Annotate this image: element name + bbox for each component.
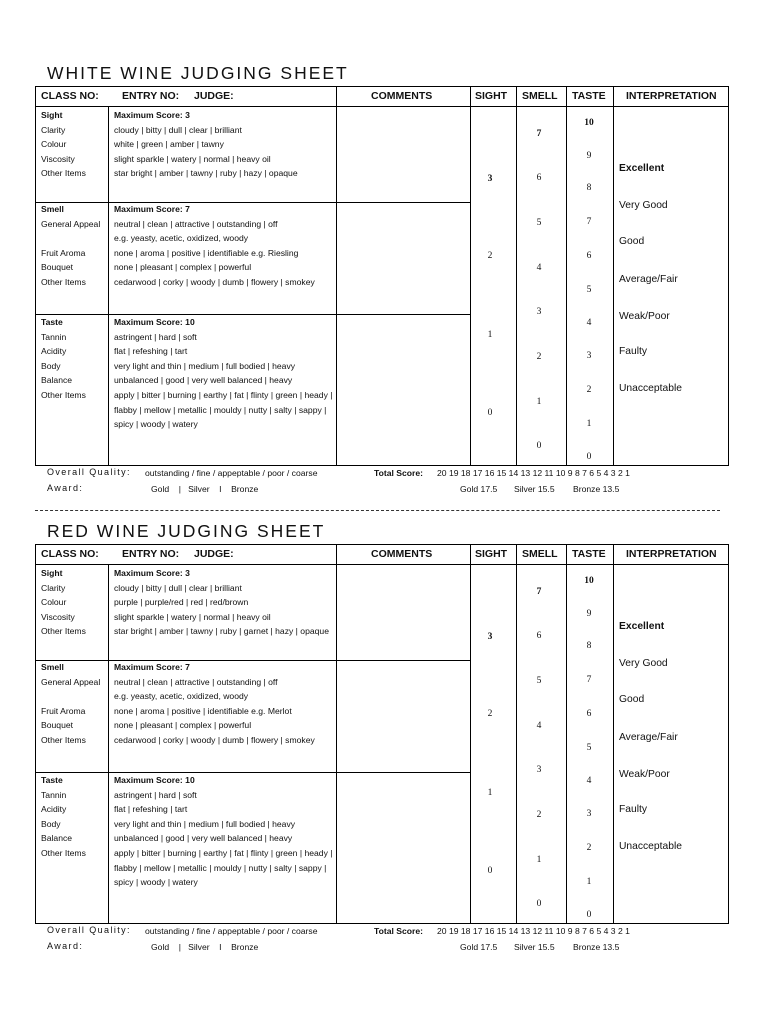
row-value: spicy | woody | watery bbox=[114, 877, 198, 888]
taste-labels bbox=[41, 773, 107, 861]
interpretation-item: Excellent bbox=[619, 621, 665, 632]
award-values: Gold | Silver I Bronze bbox=[151, 942, 259, 952]
sight-max-score: Maximum Score: 3 bbox=[114, 568, 190, 578]
taste-score: 9 bbox=[586, 151, 592, 161]
row-label: Other Items bbox=[41, 847, 86, 858]
row-label: Colour bbox=[41, 597, 67, 608]
row-label: Body bbox=[41, 360, 61, 371]
row-value: neutral | clean | attractive | outstanding | off bbox=[114, 676, 278, 687]
row-value: e.g. yeasty, acetic, oxidized, woody bbox=[114, 233, 249, 244]
divider bbox=[336, 87, 337, 465]
gold-threshold: Gold 17.5 bbox=[460, 484, 498, 494]
taste-score: 4 bbox=[586, 318, 592, 328]
row-value: cedarwood | corky | woody | dumb | flowery | smokey bbox=[114, 276, 315, 287]
taste-score: 8 bbox=[586, 183, 592, 193]
divider bbox=[613, 87, 614, 465]
taste-score: 7 bbox=[586, 675, 592, 685]
row-value: very light and thin | medium | full bodied | heavy bbox=[114, 360, 296, 371]
interpretation-item: Faulty bbox=[619, 346, 648, 357]
interpretation-item: Average/Fair bbox=[619, 732, 678, 743]
judge-label: JUDGE: bbox=[194, 548, 234, 560]
row-value: flat | refeshing | tart bbox=[114, 346, 188, 357]
taste-heading: Taste bbox=[41, 317, 63, 327]
award-label: Award: bbox=[47, 483, 84, 493]
smell-values bbox=[114, 660, 336, 748]
row-label: Tannin bbox=[41, 789, 67, 800]
interpretation-item: Very Good bbox=[619, 200, 668, 211]
taste-score: 0 bbox=[586, 452, 592, 462]
taste-score: 2 bbox=[586, 385, 592, 395]
row-label: Other Items bbox=[41, 389, 86, 400]
row-label bbox=[41, 689, 109, 704]
entry-no-label: ENTRY NO: bbox=[122, 548, 180, 560]
taste-score: 10 bbox=[584, 576, 594, 586]
row-label: Tannin bbox=[41, 331, 67, 342]
interpretation-item: Good bbox=[619, 236, 645, 247]
smell-score: 6 bbox=[536, 631, 542, 641]
smell-heading: Smell bbox=[41, 662, 64, 672]
smell-score: 2 bbox=[536, 810, 542, 820]
interpretation-item: Very Good bbox=[619, 658, 668, 669]
smell-values bbox=[114, 202, 336, 290]
taste-score: 6 bbox=[586, 251, 592, 261]
divider bbox=[566, 87, 567, 465]
row-value: very light and thin | medium | full bodied | heavy bbox=[114, 818, 296, 829]
smell-score: 6 bbox=[536, 173, 542, 183]
sight-score: 0 bbox=[487, 408, 493, 418]
taste-score: 0 bbox=[586, 910, 592, 920]
row-label: Clarity bbox=[41, 124, 66, 135]
row-label: Balance bbox=[41, 833, 73, 844]
total-score-values: 20 19 18 17 16 15 14 13 12 11 10 9 8 7 6 5 4 3 2 1 bbox=[437, 468, 630, 478]
row-label: Bouquet bbox=[41, 720, 74, 731]
smell-label: SMELL bbox=[522, 90, 558, 102]
row-value: cloudy | bitty | dull | clear | brilliant bbox=[114, 582, 242, 593]
sight-labels bbox=[41, 108, 107, 181]
row-label: Colour bbox=[41, 139, 67, 150]
silver-threshold: Silver 15.5 bbox=[514, 484, 555, 494]
row-value: star bright | amber | tawny | ruby | garnet | hazy | opaque bbox=[114, 626, 329, 637]
taste-score: 4 bbox=[586, 776, 592, 786]
smell-score: 7 bbox=[536, 129, 542, 139]
sight-score: 0 bbox=[487, 866, 493, 876]
row-value: astringent | hard | soft bbox=[114, 789, 197, 800]
row-value: cedarwood | corky | woody | dumb | flowery | smokey bbox=[114, 734, 315, 745]
row-value: none | aroma | positive | identifiable e.g. Merlot bbox=[114, 705, 292, 716]
sight-score: 3 bbox=[487, 174, 493, 184]
row-label: Other Items bbox=[41, 276, 86, 287]
taste-score: 8 bbox=[586, 641, 592, 651]
taste-score: 3 bbox=[586, 809, 592, 819]
taste-max-score: Maximum Score: 10 bbox=[114, 775, 195, 785]
red-header-row bbox=[36, 545, 728, 565]
taste-score: 5 bbox=[586, 743, 592, 753]
divider bbox=[516, 87, 517, 465]
row-label: Other Items bbox=[41, 168, 86, 179]
sight-score: 3 bbox=[487, 632, 493, 642]
taste-heading: Taste bbox=[41, 775, 63, 785]
taste-score: 7 bbox=[586, 217, 592, 227]
row-value: spicy | woody | watery bbox=[114, 419, 198, 430]
row-label: Balance bbox=[41, 375, 73, 386]
interpretation-item: Average/Fair bbox=[619, 274, 678, 285]
row-value: none | pleasant | complex | powerful bbox=[114, 720, 252, 731]
row-label: Fruit Aroma bbox=[41, 247, 86, 258]
interpretation-item: Good bbox=[619, 694, 645, 705]
judge-label: JUDGE: bbox=[194, 90, 234, 102]
row-value: neutral | clean | attractive | outstanding | off bbox=[114, 218, 278, 229]
row-label: General Appeal bbox=[41, 218, 101, 229]
taste-label: TASTE bbox=[572, 90, 606, 102]
row-value: flabby | mellow | metallic | mouldy | nutty | salty | sappy | bbox=[114, 404, 327, 415]
smell-score: 4 bbox=[536, 721, 542, 731]
white-title: WHITE WINE JUDGING SHEET bbox=[47, 63, 349, 83]
row-label: Body bbox=[41, 818, 61, 829]
divider bbox=[516, 545, 517, 923]
smell-score: 3 bbox=[536, 765, 542, 775]
row-value: none | pleasant | complex | powerful bbox=[114, 262, 252, 273]
row-label: Viscosity bbox=[41, 153, 75, 164]
taste-score: 10 bbox=[584, 118, 594, 128]
taste-score: 1 bbox=[586, 419, 592, 429]
bronze-threshold: Bronze 13.5 bbox=[573, 942, 620, 952]
bronze-threshold: Bronze 13.5 bbox=[573, 484, 620, 494]
row-value: white | green | amber | tawny bbox=[114, 139, 224, 150]
taste-score: 9 bbox=[586, 609, 592, 619]
smell-score: 3 bbox=[536, 307, 542, 317]
smell-score: 1 bbox=[536, 397, 542, 407]
sight-score: 1 bbox=[487, 788, 493, 798]
sight-score: 2 bbox=[487, 251, 493, 261]
interpretation-item: Unacceptable bbox=[619, 841, 682, 852]
smell-score: 0 bbox=[536, 899, 542, 909]
red-sheet bbox=[0, 458, 768, 978]
sight-max-score: Maximum Score: 3 bbox=[114, 110, 190, 120]
smell-score: 7 bbox=[536, 587, 542, 597]
row-value: unbalanced | good | very well balanced | heavy bbox=[114, 375, 293, 386]
row-label: Clarity bbox=[41, 582, 66, 593]
interpretation-item: Weak/Poor bbox=[619, 311, 670, 322]
class-no-label: CLASS NO: bbox=[41, 90, 99, 102]
row-label: Acidity bbox=[41, 346, 67, 357]
sight-score: 2 bbox=[487, 709, 493, 719]
entry-no-label: ENTRY NO: bbox=[122, 90, 180, 102]
total-score-values: 20 19 18 17 16 15 14 13 12 11 10 9 8 7 6 5 4 3 2 1 bbox=[437, 926, 630, 936]
interpretation-label: INTERPRETATION bbox=[626, 90, 717, 102]
sight-values bbox=[114, 108, 336, 181]
sight-score: 1 bbox=[487, 330, 493, 340]
silver-threshold: Silver 15.5 bbox=[514, 942, 555, 952]
divider bbox=[470, 87, 471, 465]
taste-labels bbox=[41, 315, 107, 403]
taste-score: 1 bbox=[586, 877, 592, 887]
overall-quality-label: Overall Quality: bbox=[47, 925, 131, 935]
row-value: unbalanced | good | very well balanced | heavy bbox=[114, 833, 293, 844]
smell-score: 5 bbox=[536, 218, 542, 228]
sight-heading: Sight bbox=[41, 110, 63, 120]
smell-score: 0 bbox=[536, 441, 542, 451]
taste-score: 3 bbox=[586, 351, 592, 361]
row-label bbox=[41, 231, 109, 246]
divider bbox=[613, 545, 614, 923]
interpretation-label: INTERPRETATION bbox=[626, 548, 717, 560]
row-value: purple | purple/red | red | red/brown bbox=[114, 597, 249, 608]
row-label: Acidity bbox=[41, 804, 67, 815]
interpretation-item: Excellent bbox=[619, 163, 665, 174]
total-score-label: Total Score: bbox=[374, 926, 424, 936]
smell-heading: Smell bbox=[41, 204, 64, 214]
row-label: Fruit Aroma bbox=[41, 705, 86, 716]
row-value: cloudy | bitty | dull | clear | brilliant bbox=[114, 124, 242, 135]
row-value: apply | bitter | burning | earthy | fat | flinty | green | heady | bbox=[114, 847, 333, 858]
sight-labels bbox=[41, 566, 107, 639]
row-value: astringent | hard | soft bbox=[114, 331, 197, 342]
total-score-label: Total Score: bbox=[374, 468, 424, 478]
taste-values bbox=[114, 773, 336, 890]
smell-label: SMELL bbox=[522, 548, 558, 560]
taste-label: TASTE bbox=[572, 548, 606, 560]
taste-values bbox=[114, 315, 336, 432]
row-value: apply | bitter | burning | earthy | fat | flinty | green | heady | bbox=[114, 389, 333, 400]
row-label: General Appeal bbox=[41, 676, 101, 687]
overall-quality-values: outstanding / fine / appeptable / poor / coarse bbox=[145, 468, 318, 478]
gold-threshold: Gold 17.5 bbox=[460, 942, 498, 952]
smell-max-score: Maximum Score: 7 bbox=[114, 662, 190, 672]
smell-score: 5 bbox=[536, 676, 542, 686]
row-value: star bright | amber | tawny | ruby | hazy | opaque bbox=[114, 168, 298, 179]
smell-score: 4 bbox=[536, 263, 542, 273]
row-value: flat | refeshing | tart bbox=[114, 804, 188, 815]
white-sheet bbox=[0, 0, 768, 505]
overall-quality-label: Overall Quality: bbox=[47, 467, 131, 477]
white-header-row bbox=[36, 87, 728, 107]
award-values: Gold | Silver I Bronze bbox=[151, 484, 259, 494]
sight-heading: Sight bbox=[41, 568, 63, 578]
row-value: flabby | mellow | metallic | mouldy | nutty | salty | sappy | bbox=[114, 862, 327, 873]
red-title: RED WINE JUDGING SHEET bbox=[47, 521, 326, 541]
smell-labels bbox=[41, 660, 109, 748]
row-value: slight sparkle | watery | normal | heavy oil bbox=[114, 611, 271, 622]
row-label: Viscosity bbox=[41, 611, 75, 622]
taste-score: 2 bbox=[586, 843, 592, 853]
divider bbox=[566, 545, 567, 923]
smell-score: 2 bbox=[536, 352, 542, 362]
comments-label: COMMENTS bbox=[371, 548, 433, 560]
interpretation-item: Unacceptable bbox=[619, 383, 682, 394]
row-value: slight sparkle | watery | normal | heavy oil bbox=[114, 153, 271, 164]
sight-values bbox=[114, 566, 336, 639]
row-label: Other Items bbox=[41, 626, 86, 637]
smell-max-score: Maximum Score: 7 bbox=[114, 204, 190, 214]
taste-score: 5 bbox=[586, 285, 592, 295]
sight-label: SIGHT bbox=[475, 90, 508, 102]
class-no-label: CLASS NO: bbox=[41, 548, 99, 560]
row-label: Bouquet bbox=[41, 262, 74, 273]
overall-quality-values: outstanding / fine / appeptable / poor / coarse bbox=[145, 926, 318, 936]
divider bbox=[336, 545, 337, 923]
divider bbox=[470, 545, 471, 923]
taste-score: 6 bbox=[586, 709, 592, 719]
interpretation-item: Faulty bbox=[619, 804, 648, 815]
row-value: e.g. yeasty, acetic, oxidized, woody bbox=[114, 691, 249, 702]
taste-max-score: Maximum Score: 10 bbox=[114, 317, 195, 327]
row-value: none | aroma | positive | identifiable e.g. Riesling bbox=[114, 247, 299, 258]
smell-score: 1 bbox=[536, 855, 542, 865]
comments-label: COMMENTS bbox=[371, 90, 433, 102]
row-label: Other Items bbox=[41, 734, 86, 745]
smell-labels bbox=[41, 202, 109, 290]
interpretation-item: Weak/Poor bbox=[619, 769, 670, 780]
award-label: Award: bbox=[47, 941, 84, 951]
sight-label: SIGHT bbox=[475, 548, 508, 560]
